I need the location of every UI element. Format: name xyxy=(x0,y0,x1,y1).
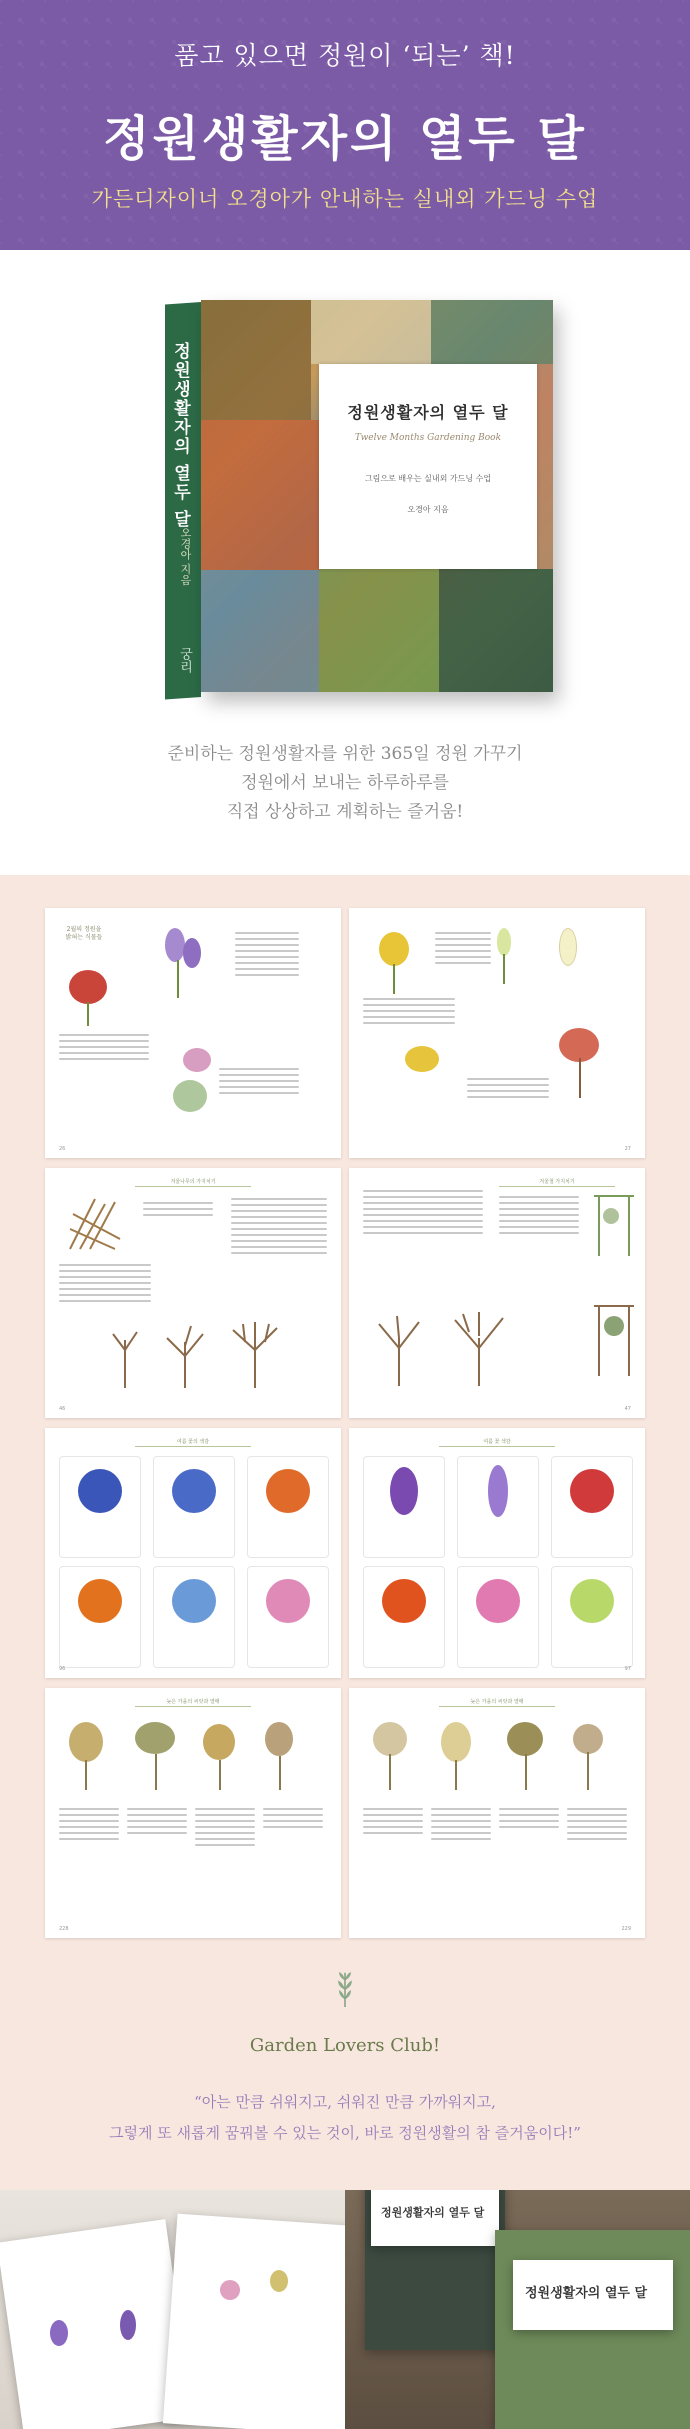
banner-title: 정원생활자의 열두 달 xyxy=(103,111,587,167)
page-number: 229 xyxy=(621,1926,631,1932)
page-number: 228 xyxy=(59,1926,69,1932)
photo-strip xyxy=(0,2190,690,2429)
spine-title: 정원생활자의 열두 달 xyxy=(170,342,190,529)
caption-line-2: 정원에서 보내는 하루하루를 xyxy=(241,773,449,793)
book-caption xyxy=(0,740,690,827)
quote-line-1: “아는 만큼 쉬워지고, 쉬워진 만큼 가까워지고, xyxy=(194,2093,496,2111)
banner-tagline: 품고 있으면 정원이 ‘되는’ 책! xyxy=(174,41,516,70)
top-banner xyxy=(0,0,690,250)
page-number: 47 xyxy=(624,1406,631,1412)
club-quote xyxy=(0,2087,690,2149)
open-book-photo xyxy=(0,2190,345,2429)
cover-label xyxy=(319,364,537,569)
cover-english-title: Twelve Months Gardening Book xyxy=(354,433,502,443)
banner-subtitle: 가든디자이너 오경아가 안내하는 실내외 가드닝 수업 xyxy=(91,187,599,211)
spread-4-left-page xyxy=(45,1688,341,1938)
spread-3-left-page xyxy=(45,1428,341,1678)
spread-1 xyxy=(45,908,645,1158)
cover-subtitle: 그림으로 배우는 실내외 가드닝 수업 xyxy=(364,474,492,483)
book-showcase xyxy=(0,250,690,875)
spread-1-heading: 2월의 정원을 밝혀는 식물들 xyxy=(65,926,103,941)
interior-spreads xyxy=(0,875,690,2285)
sprig-icon xyxy=(335,1969,355,2007)
caption-line-3: 직접 상상하고 계획하는 즐거움! xyxy=(226,802,464,822)
spread-1-left-page xyxy=(45,908,341,1158)
photo-book-label-2: 정원생활자의 열두 달 xyxy=(525,2286,648,2301)
books-stack-photo xyxy=(345,2190,690,2429)
club-title: Garden Lovers Club! xyxy=(249,2035,441,2056)
page-number: 97 xyxy=(624,1666,631,1672)
spread-4-right-heading: 늦은 가을의 씨앗과 열매 xyxy=(439,1698,555,1707)
spread-3-right-page xyxy=(349,1428,645,1678)
cover-title: 정원생활자의 열두 달 xyxy=(347,403,509,422)
spread-4 xyxy=(45,1688,645,1938)
spread-2 xyxy=(45,1168,645,1418)
spine-author: 오경아 지음 xyxy=(179,527,192,586)
quote-line-2: 그렇게 또 새롭게 꿈꿔볼 수 있는 것이, 바로 정원생활의 참 즐거움이다!” xyxy=(109,2124,581,2142)
spine-publisher: 궁리 xyxy=(177,647,192,673)
caption-line-1: 준비하는 정원생활자를 위한 365일 정원 가꾸기 xyxy=(167,744,523,764)
spread-3-right-heading: 여름 꽃 색감 xyxy=(439,1438,555,1447)
page-number: 96 xyxy=(59,1666,66,1672)
spread-2-right-heading: 겨울철 가지치기 xyxy=(499,1178,615,1187)
page-number: 26 xyxy=(59,1146,66,1152)
spread-4-left-heading: 늦은 가을의 씨앗과 열매 xyxy=(135,1698,251,1707)
spread-3-left-heading: 여름 꽃의 색감 xyxy=(135,1438,251,1447)
page-number: 46 xyxy=(59,1406,66,1412)
spread-2-left-page xyxy=(45,1168,341,1418)
spread-1-right-page xyxy=(349,908,645,1158)
spread-2-right-page xyxy=(349,1168,645,1418)
photo-book-label-1: 정원생활자의 열두 달 xyxy=(381,2206,485,2219)
book-image xyxy=(165,302,553,690)
book-cover xyxy=(201,300,553,692)
cover-author: 오경아 지음 xyxy=(407,505,449,514)
spread-3 xyxy=(45,1428,645,1678)
spread-2-left-heading: 겨울나무의 가지치기 xyxy=(135,1178,251,1187)
page-number: 27 xyxy=(624,1146,631,1152)
spread-4-right-page xyxy=(349,1688,645,1938)
